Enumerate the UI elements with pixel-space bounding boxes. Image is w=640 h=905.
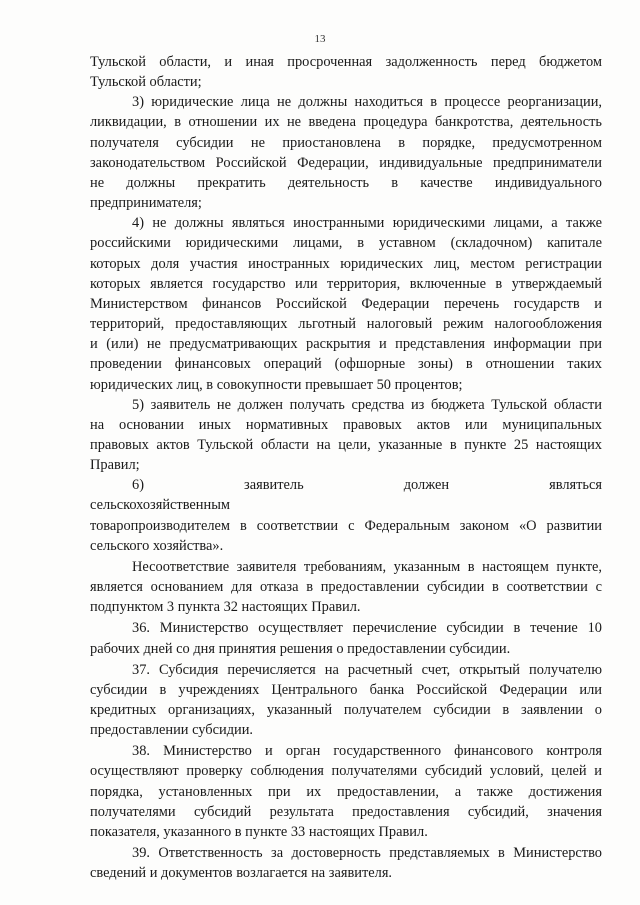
text-line: 3) юридические лица не должны находиться в процессе реорганизации,	[132, 94, 602, 111]
text-line: российскими юридическими лицами, в уставном (складочном) капитале	[90, 235, 602, 252]
paragraph-item-6	[90, 475, 602, 556]
text-line: 5) заявитель не должен получать средства из бюджета Тульской области	[132, 396, 602, 413]
text-line: товаропроизводителем в соответствии с Федеральным законом «О развитии	[90, 517, 602, 534]
text-line: получателями субсидий результата предоставления субсидий, значения	[90, 803, 602, 820]
paragraph-37	[90, 660, 602, 741]
text-line: 6) заявитель должен являться сельскохозяйственным	[90, 477, 602, 514]
text-line: 4) не должны являться иностранными юридическими лицами, а также	[132, 215, 602, 232]
text-line: получателя субсидии не приостановлена в порядке, предусмотренном	[90, 134, 602, 151]
text-line: субсидии в учреждениях Центрального банка Российской Федерации или	[90, 681, 602, 698]
paragraph-item-4	[90, 213, 602, 394]
text-line: подпунктом 3 пункта 32 настоящих Правил.	[90, 599, 361, 616]
paragraph-item-3	[90, 92, 602, 213]
text-line: которых доля участия иностранных юридических лиц, местом регистрации	[90, 255, 602, 272]
text-line: Несоответствие заявителя требованиям, указанным в настоящем пункте,	[132, 558, 602, 575]
paragraph-item-5	[90, 395, 602, 476]
text-line: на основании иных нормативных правовых актов или муниципальных	[90, 416, 602, 433]
text-line: и (или) не предусматривающих раскрытия и представления информации при	[90, 336, 602, 353]
text-line: Тульской области;	[90, 74, 202, 91]
paragraph-38	[90, 741, 602, 842]
text-line: которых является государство или территория, включенные в утверждаемый	[90, 275, 602, 292]
paragraph-36	[90, 618, 602, 658]
text-line: Министерством финансов Российской Федерации перечень государств и	[90, 295, 602, 312]
text-line: является основанием для отказа в предоставлении субсидии в соответствии с	[90, 579, 602, 596]
paragraph-continuation	[90, 52, 602, 92]
text-line: законодательством Российской Федерации, индивидуальные предприниматели	[90, 154, 602, 171]
document-body	[90, 52, 602, 883]
text-line: проведении финансовых операций (офшорные зоны) в отношении таких	[90, 356, 602, 373]
text-line: юридических лиц, в совокупности превышает 50 процентов;	[90, 376, 463, 393]
text-line: рабочих дней со дня принятия решения о предоставлении субсидии.	[90, 640, 511, 657]
text-line: показателя, указанного в пункте 33 настоящих Правил.	[90, 823, 428, 840]
text-line: Тульской области, и иная просроченная задолженность перед бюджетом	[90, 54, 602, 70]
text-line: 38. Министерство и орган государственного финансового контроля	[132, 743, 602, 760]
text-line: сельского хозяйства».	[90, 537, 224, 554]
text-line: порядка, установленных при их предоставлении, а также достижения	[90, 783, 602, 800]
paragraph-noncompliance	[90, 557, 602, 617]
text-line: Правил;	[90, 457, 140, 474]
text-line: предпринимателя;	[90, 195, 202, 212]
text-line: территорий, предоставляющих льготный налоговый режим налогообложения	[90, 316, 602, 333]
text-line: 36. Министерство осуществляет перечисление субсидии в течение 10	[132, 620, 602, 637]
text-line: 37. Субсидия перечисляется на расчетный счет, открытый получателю	[132, 661, 602, 678]
text-line: сведений и документов возлагается на заявителя.	[90, 865, 393, 882]
text-line: правовых актов Тульской области на цели, указанные в пункте 25 настоящих	[90, 436, 602, 453]
paragraph-39	[90, 843, 602, 883]
page-number: 13	[314, 33, 326, 45]
text-line: 39. Ответственность за достоверность представляемых в Министерство	[132, 845, 602, 862]
text-line: ликвидации, в отношении их не введена процедура банкротства, деятельность	[90, 114, 602, 131]
text-line: предоставлении субсидии.	[90, 722, 254, 739]
text-line: кредитных организациях, указанный получателем субсидии в заявлении о	[90, 702, 602, 718]
text-line: не должны прекратить деятельность в качестве индивидуального	[90, 174, 602, 191]
text-line: осуществляют проверку соблюдения получателями субсидий условий, целей и	[90, 763, 602, 780]
